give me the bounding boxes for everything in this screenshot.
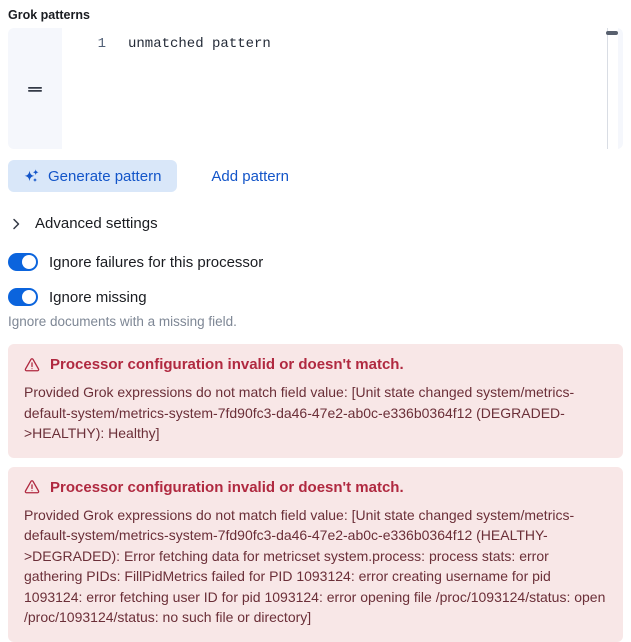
drag-handle[interactable]	[8, 28, 62, 149]
ignore-missing-label[interactable]: Ignore missing	[49, 288, 147, 306]
ignore-missing-help-text: Ignore documents with a missing field.	[8, 314, 237, 329]
generate-pattern-label: Generate pattern	[48, 167, 162, 185]
ignore-missing-toggle[interactable]	[8, 288, 38, 306]
line-number: 1	[97, 36, 106, 52]
toggle-knob	[22, 255, 36, 269]
pattern-actions-row	[8, 160, 623, 192]
grok-patterns-label: Grok patterns	[8, 8, 90, 22]
ignore-failures-row	[8, 253, 623, 271]
code-line[interactable]: unmatched pattern	[128, 36, 271, 52]
error-callout-title: Processor configuration invalid or doesn't match.	[50, 478, 404, 496]
warning-triangle-icon	[24, 357, 40, 373]
editor-scrollbar-thumb[interactable]	[606, 31, 618, 35]
error-callout-body: Provided Grok expressions do not match field value: [Unit state changed system/metrics-default-system/metrics-system-7fd90fc3-da46-47e2-ab0c-e336b0364f12 (HEALTHY->DEGRADED): Error fetching data for metricset system.process: process stats: error gathering PIDs: FillPidMetrics failed for PID 1093124: error creating username for pid 1093124: error fetching user ID for pid 1093124: error opening file /proc/1093124/status: open /proc/1093124/status: no such file or directory]	[24, 506, 606, 625]
ignore-failures-label[interactable]: Ignore failures for this processor	[49, 253, 264, 271]
error-callout-title-row	[24, 479, 607, 496]
error-callout	[8, 344, 623, 458]
error-callout	[8, 467, 623, 642]
generate-pattern-button[interactable]	[8, 160, 177, 192]
code-editor[interactable]	[62, 28, 618, 149]
grok-pattern-editor-container	[8, 28, 623, 149]
advanced-settings-accordion[interactable]	[8, 215, 158, 232]
editor-scrollbar-track	[607, 28, 608, 149]
ignore-missing-row	[8, 288, 623, 306]
advanced-settings-label: Advanced settings	[35, 215, 158, 232]
error-callout-title-row	[24, 356, 607, 373]
ignore-failures-toggle[interactable]	[8, 253, 38, 271]
chevron-right-icon	[8, 216, 24, 232]
grab-handle-icon	[27, 81, 43, 97]
sparkles-icon	[24, 168, 40, 184]
error-callout-body: Provided Grok expressions do not match field value: [Unit state changed system/metrics-default-system/metrics-system-7fd90fc3-da46-47e2-ab0c-e336b0364f12 (DEGRADED->HEALTHY): Healthy]	[24, 384, 575, 441]
add-pattern-button[interactable]: Add pattern	[211, 167, 289, 185]
warning-triangle-icon	[24, 479, 40, 495]
error-callout-title: Processor configuration invalid or doesn't match.	[50, 356, 404, 373]
toggle-knob	[22, 290, 36, 304]
